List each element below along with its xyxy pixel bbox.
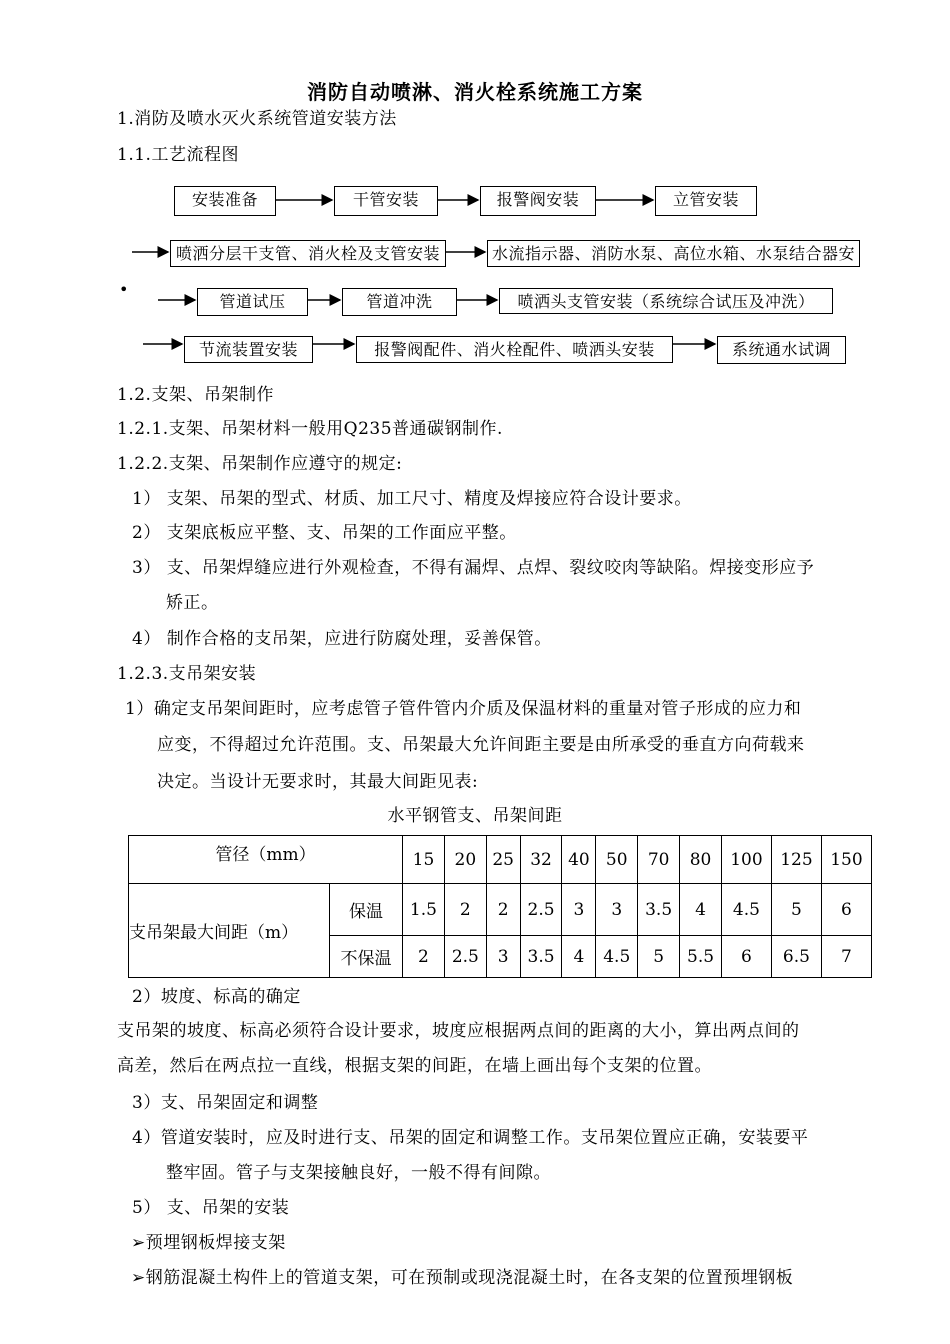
value-cell: 3 — [486, 936, 520, 978]
bullet-dot: • — [119, 280, 129, 299]
diameter-cell: 40 — [562, 836, 596, 884]
value-cell: 2.5 — [444, 936, 486, 978]
table-row-label: 支吊架最大间距（m） — [129, 884, 330, 978]
insulated-label: 保温 — [330, 884, 403, 936]
diameter-cell: 100 — [721, 836, 771, 884]
flow-arrows — [0, 0, 950, 380]
document-title: 消防自动喷淋、消火栓系统施工方案 — [307, 80, 643, 104]
value-cell: 5 — [771, 884, 821, 936]
flow-step-riser: 立管安装 — [655, 186, 757, 216]
section-1-heading: 1.消防及喷水灭火系统管道安装方法 — [117, 109, 397, 129]
install-item-5: 5） 支、吊架的安装 — [132, 1198, 290, 1218]
value-cell: 3.5 — [520, 936, 562, 978]
value-cell: 1.5 — [403, 884, 445, 936]
value-cell: 4.5 — [596, 936, 638, 978]
value-cell: 6 — [821, 884, 871, 936]
install-item-3: 3）支、吊架固定和调整 — [132, 1093, 319, 1113]
diameter-cell: 20 — [444, 836, 486, 884]
flow-step-sprinkler-branch: 喷洒头支管安装（系统综合试压及冲洗） — [499, 288, 833, 314]
section-1-2-1: 1.2.1.支架、吊架材料一般用Q235普通碳钢制作. — [117, 419, 503, 439]
section-1-2-3-heading: 1.2.3.支吊架安装 — [117, 664, 257, 684]
table-row-insulated — [129, 884, 872, 936]
value-cell: 4 — [680, 884, 722, 936]
section-1-2-heading: 1.2.支架、吊架制作 — [117, 385, 274, 405]
rule-item-3-cont: 矫正。 — [166, 593, 219, 613]
flow-step-main-pipe: 干管安装 — [334, 186, 438, 216]
value-cell: 2.5 — [520, 884, 562, 936]
flow-step-pressure-test: 管道试压 — [197, 288, 308, 316]
rule-item-4: 4） 制作合格的支吊架，应进行防腐处理，妥善保管。 — [132, 629, 552, 649]
value-cell: 2 — [403, 936, 445, 978]
diameter-cell: 50 — [596, 836, 638, 884]
table-header-label: 管径（mm） — [129, 836, 403, 884]
value-cell: 6.5 — [771, 936, 821, 978]
install-item-1-cont2: 决定。当设计无要求时，其最大间距见表: — [157, 772, 479, 792]
diameter-cell: 25 — [486, 836, 520, 884]
install-item-4: 4）管道安装时，应及时进行支、吊架的固定和调整工作。支吊架位置应正确，安装要平 — [132, 1128, 809, 1148]
flow-step-throttle: 节流装置安装 — [184, 336, 313, 363]
table-header-row — [129, 836, 872, 884]
flow-step-equipment: 水流指示器、消防水泵、高位水箱、水泵结合器安 — [487, 240, 860, 267]
table-caption: 水平钢管支、吊架间距 — [387, 806, 563, 826]
diameter-cell: 32 — [520, 836, 562, 884]
diameter-cell: 70 — [638, 836, 680, 884]
value-cell: 6 — [721, 936, 771, 978]
value-cell: 3 — [562, 884, 596, 936]
rule-item-2: 2） 支架底板应平整、支、吊架的工作面应平整。 — [132, 523, 517, 543]
value-cell: 5 — [638, 936, 680, 978]
diameter-cell: 15 — [403, 836, 445, 884]
value-cell: 3.5 — [638, 884, 680, 936]
install-item-2: 2）坡度、标高的确定 — [132, 987, 301, 1007]
value-cell: 5.5 — [680, 936, 722, 978]
bare-label: 不保温 — [330, 936, 403, 978]
value-cell: 2 — [444, 884, 486, 936]
flow-step-commissioning: 系统通水试调 — [717, 336, 846, 364]
section-1-2-2-heading: 1.2.2.支架、吊架制作应遵守的规定: — [117, 454, 403, 474]
install-item-2-body: 支吊架的坡度、标高必须符合设计要求，坡度应根据两点间的距离的大小，算出两点间的 — [117, 1021, 800, 1041]
value-cell: 4 — [562, 936, 596, 978]
install-item-2-body-cont: 高差，然后在两点拉一直线，根据支架的间距，在墙上画出每个支架的位置。 — [117, 1056, 712, 1076]
flow-step-prep: 安装准备 — [174, 186, 276, 216]
install-item-1: 1）确定支吊架间距时，应考虑管子管件管内介质及保温材料的重量对管子形成的应力和 — [125, 699, 802, 719]
install-item-4-cont: 整牢固。管子与支架接触良好，一般不得有间隙。 — [166, 1163, 551, 1183]
diameter-cell: 80 — [680, 836, 722, 884]
value-cell: 7 — [821, 936, 871, 978]
section-1-1-heading: 1.1.工艺流程图 — [117, 145, 239, 165]
diameter-cell: 125 — [771, 836, 821, 884]
flow-step-fittings: 报警阀配件、消火栓配件、喷洒头安装 — [356, 336, 673, 363]
bullet-item-2: ➢钢筋混凝土构件上的管道支架，可在预制或现浇混凝土时，在各支架的位置预埋钢板 — [131, 1268, 794, 1288]
rule-item-3: 3） 支、吊架焊缝应进行外观检查，不得有漏焊、点焊、裂纹咬肉等缺陷。焊接变形应予 — [132, 558, 815, 578]
bullet-item-1: ➢预埋钢板焊接支架 — [131, 1233, 286, 1253]
flow-step-branch-pipes: 喷洒分层干支管、消火栓及支管安装 — [170, 240, 446, 267]
install-item-1-cont: 应变，不得超过允许范围。支、吊架最大允许间距主要是由所承受的垂直方向荷载来 — [157, 735, 805, 755]
diameter-cell: 150 — [821, 836, 871, 884]
value-cell: 3 — [596, 884, 638, 936]
flow-step-flush: 管道冲洗 — [342, 288, 457, 316]
flow-step-alarm-valve: 报警阀安装 — [480, 186, 596, 216]
value-cell: 2 — [486, 884, 520, 936]
support-spacing-table — [128, 835, 872, 978]
value-cell: 4.5 — [721, 884, 771, 936]
rule-item-1: 1） 支架、吊架的型式、材质、加工尺寸、精度及焊接应符合设计要求。 — [132, 489, 692, 509]
